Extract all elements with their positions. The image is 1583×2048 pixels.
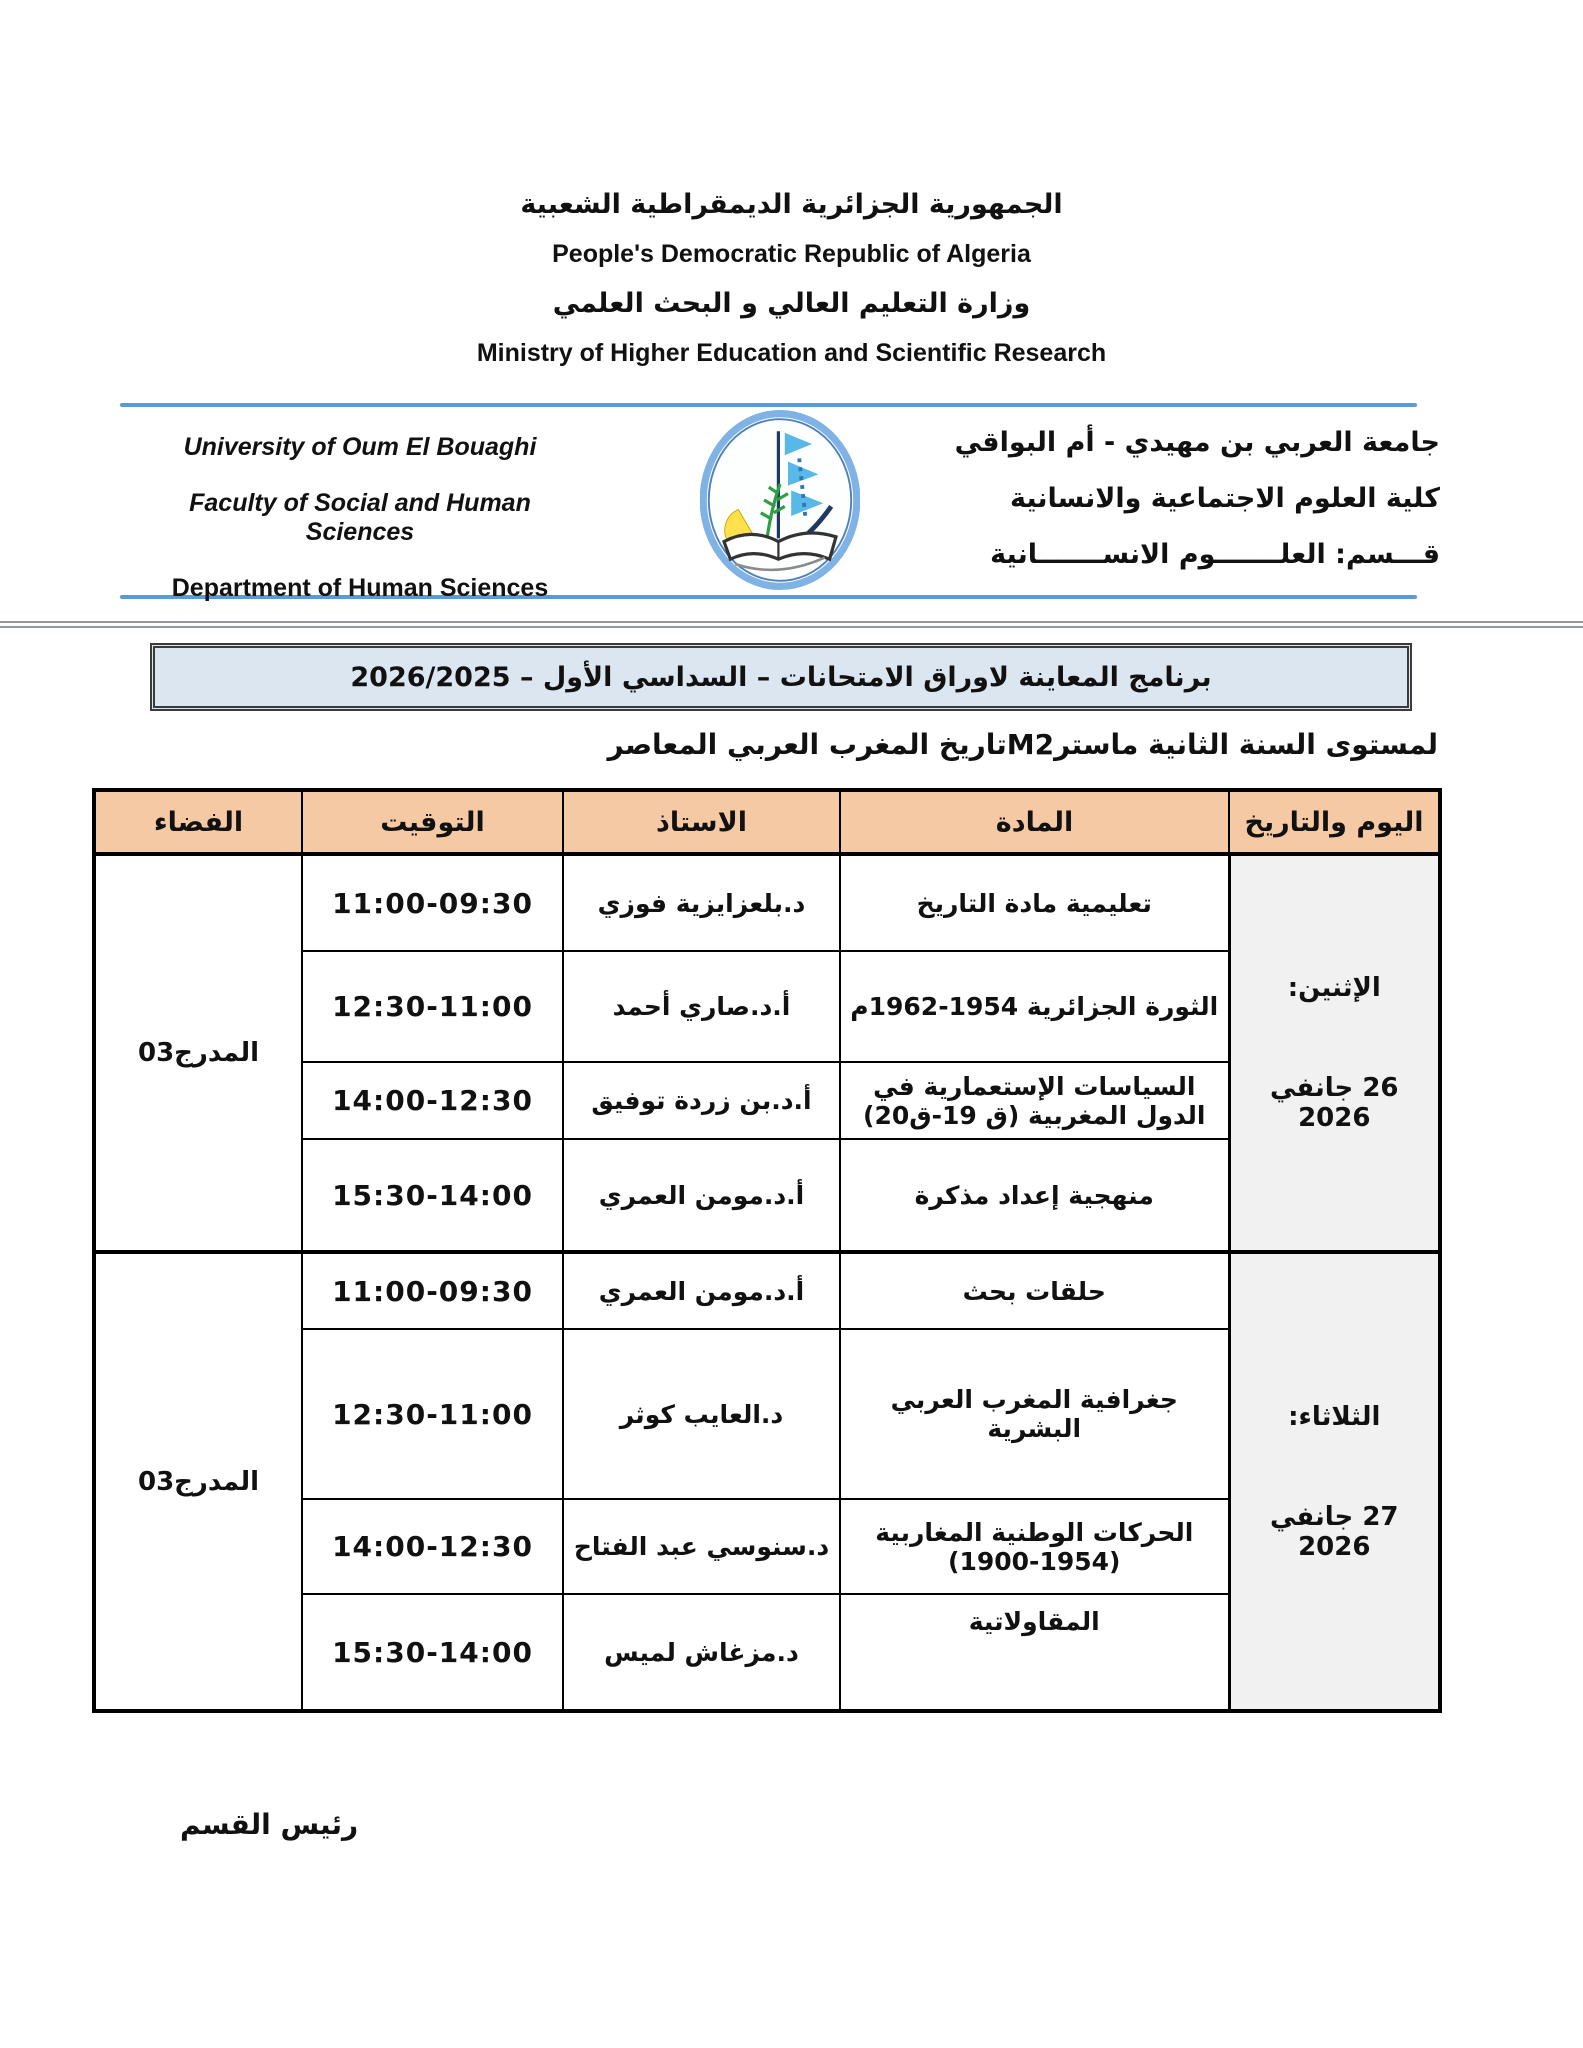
time-cell: 12:30-11:00 bbox=[302, 1329, 563, 1499]
subject-cell: تعليمية مادة التاريخ bbox=[840, 854, 1229, 951]
university-name-ar: جامعة العربي بن مهيدي - أم البواقي bbox=[954, 427, 1440, 458]
time-cell: 14:00-12:30 bbox=[302, 1062, 563, 1139]
professor-cell: د.مزغاش لميس bbox=[563, 1594, 840, 1711]
subject-cell: جغرافية المغرب العربي البشرية bbox=[840, 1329, 1229, 1499]
subject-cell: الثورة الجزائرية 1954-1962م bbox=[840, 951, 1229, 1062]
col-header-subject: المادة bbox=[840, 790, 1229, 854]
table-header-row bbox=[94, 790, 1440, 854]
republic-line-ar: الجمهورية الجزائرية الديمقراطية الشعبية bbox=[520, 189, 1063, 220]
professor-cell: أ.د.مومن العمري bbox=[563, 1252, 840, 1329]
divider-grey-double bbox=[0, 621, 1583, 628]
table-row bbox=[94, 1252, 1440, 1329]
professor-cell: د.بلعزايزية فوزي bbox=[563, 854, 840, 951]
subject-cell: الحركات الوطنية المغاربية (1954-1900) bbox=[840, 1499, 1229, 1594]
professor-cell: أ.د.صاري أحمد bbox=[563, 951, 840, 1062]
col-header-time: التوقيت bbox=[302, 790, 563, 854]
col-header-professor: الاستاذ bbox=[563, 790, 840, 854]
university-name-en: University of Oum El Bouaghi bbox=[183, 433, 537, 461]
date-label: 27 جانفي 2026 bbox=[1269, 1501, 1399, 1562]
date-label: 26 جانفي 2026 bbox=[1269, 1073, 1399, 1133]
col-header-venue: الفضاء bbox=[94, 790, 302, 854]
time-cell: 14:00-12:30 bbox=[302, 1499, 563, 1594]
republic-line-en: People's Democratic Republic of Algeria bbox=[552, 239, 1031, 268]
professor-cell: أ.د.مومن العمري bbox=[563, 1139, 840, 1252]
university-logo bbox=[700, 409, 860, 591]
time-cell: 12:30-11:00 bbox=[302, 951, 563, 1062]
department-head-signature: رئيس القسم bbox=[180, 1808, 359, 1841]
program-title-box bbox=[150, 643, 1412, 711]
ministry-line-en: Ministry of Higher Education and Scientific Research bbox=[476, 338, 1107, 367]
venue-cell-monday: المدرج03 bbox=[94, 854, 302, 1252]
time-cell: 15:30-14:00 bbox=[302, 1594, 563, 1711]
time-cell: 11:00-09:30 bbox=[302, 1252, 563, 1329]
professor-cell: د.العايب كوثر bbox=[563, 1329, 840, 1499]
day-date-cell-monday bbox=[1229, 854, 1440, 1252]
day-date-cell-tuesday bbox=[1229, 1252, 1440, 1711]
program-title: برنامج المعاينة لاوراق الامتحانات – السداسي الأول – 2026/2025 bbox=[350, 661, 1212, 693]
professor-cell: أ.د.بن زردة توفيق bbox=[563, 1062, 840, 1139]
exam-schedule-table bbox=[92, 788, 1442, 1713]
time-cell: 11:00-09:30 bbox=[302, 854, 563, 951]
table-row bbox=[94, 854, 1440, 951]
university-logo-icon bbox=[700, 409, 860, 591]
institution-en-block bbox=[140, 433, 580, 603]
document-header bbox=[0, 0, 1583, 369]
ministry-line-ar: وزارة التعليم العالي و البحث العلمي bbox=[552, 288, 1031, 319]
department-name-en: Department of Human Sciences bbox=[171, 574, 549, 602]
day-label: الثلاثاء: bbox=[1288, 1401, 1381, 1432]
institution-ar-block bbox=[920, 427, 1440, 570]
venue-cell-tuesday: المدرج03 bbox=[94, 1252, 302, 1711]
subject-cell: حلقات بحث bbox=[840, 1252, 1229, 1329]
subject-cell: منهجية إعداد مذكرة bbox=[840, 1139, 1229, 1252]
faculty-name-ar: كلية العلوم الاجتماعية والانسانية bbox=[1009, 483, 1440, 514]
department-name-ar: قـــسم: العلـــــــوم الانســـــــانية bbox=[990, 539, 1440, 570]
time-cell: 15:30-14:00 bbox=[302, 1139, 563, 1252]
institution-band bbox=[0, 407, 1583, 602]
col-header-day-date: اليوم والتاريخ bbox=[1229, 790, 1440, 854]
day-label: الإثنين: bbox=[1287, 973, 1381, 1003]
level-subtitle: لمستوى السنة الثانية ماسترM2تاريخ المغرب العربي المعاصر bbox=[607, 728, 1438, 761]
subject-cell: المقاولاتية bbox=[840, 1594, 1229, 1711]
faculty-name-en: Faculty of Social and Human Sciences bbox=[189, 489, 531, 546]
subject-cell: السياسات الإستعمارية في الدول المغربية (ق 19-ق20) bbox=[840, 1062, 1229, 1139]
professor-cell: د.سنوسي عبد الفتاح bbox=[563, 1499, 840, 1594]
